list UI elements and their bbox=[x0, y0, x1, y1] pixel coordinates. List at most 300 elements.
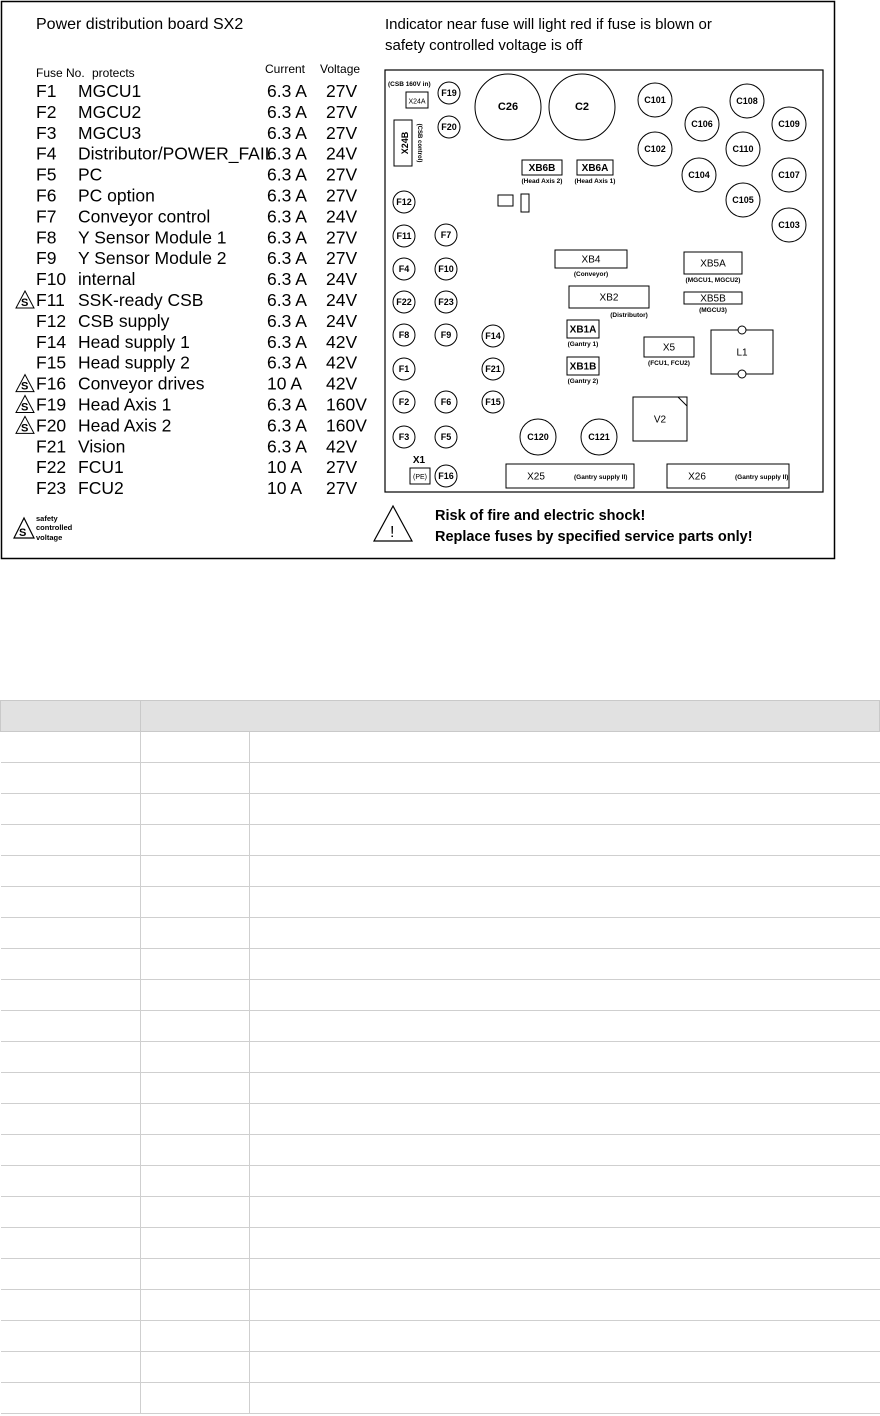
table-row bbox=[1, 1135, 880, 1166]
fuse-current: 10 A bbox=[267, 457, 303, 478]
table-header-cell bbox=[141, 701, 880, 732]
fuse-voltage: 24V bbox=[326, 310, 358, 331]
warning-line2: Replace fuses by specified service parts only! bbox=[435, 529, 753, 545]
table-cell bbox=[141, 1042, 250, 1073]
board-circle-label: C108 bbox=[736, 96, 758, 106]
inductor-pin bbox=[738, 326, 746, 334]
fuse-number: F3 bbox=[36, 122, 57, 143]
board-connector-label: XB6A bbox=[581, 163, 609, 174]
table-cell bbox=[1, 1321, 141, 1352]
board-circle-label: F14 bbox=[485, 331, 501, 341]
fuse-current: 10 A bbox=[267, 373, 303, 394]
board-connector bbox=[711, 330, 773, 374]
table-row bbox=[1, 1073, 880, 1104]
board-connector-sub: (Distributor) bbox=[610, 312, 648, 319]
fuse-current: 6.3 A bbox=[267, 290, 307, 310]
fuse-protects: SSK-ready CSB bbox=[78, 290, 204, 310]
board-connector-sub: (Gantry supply II) bbox=[735, 474, 789, 481]
table-cell bbox=[250, 856, 880, 887]
table-row bbox=[1, 887, 880, 918]
board-connector-sub: (Head Axis 2) bbox=[521, 178, 563, 185]
board-connector-label: V2 bbox=[653, 414, 667, 426]
board-connector bbox=[633, 397, 687, 441]
board-circle bbox=[685, 107, 719, 141]
safety-legend-line2: controlled bbox=[36, 523, 73, 532]
board-circle-label: C121 bbox=[588, 432, 610, 442]
board-circle bbox=[393, 358, 415, 380]
table-cell bbox=[1, 1290, 141, 1321]
table-cell bbox=[250, 794, 880, 825]
board-connector bbox=[644, 337, 694, 367]
table-cell bbox=[250, 1383, 880, 1414]
fuse-protects: MGCU1 bbox=[78, 81, 142, 101]
table-row bbox=[1, 1197, 880, 1228]
board-circle bbox=[482, 358, 504, 380]
table-cell bbox=[250, 732, 880, 763]
table-cell bbox=[1, 1011, 141, 1042]
board-circle bbox=[549, 74, 615, 140]
fuse-current: 6.3 A bbox=[267, 164, 307, 185]
fuse-voltage: 24V bbox=[326, 269, 358, 290]
table-cell bbox=[1, 1197, 141, 1228]
table-cell bbox=[250, 1197, 880, 1228]
board-connector-sub: (FCU1, FCU2) bbox=[648, 360, 690, 367]
table-row bbox=[1, 732, 880, 763]
table-cell bbox=[1, 1073, 141, 1104]
fuse-protects: Head Axis 1 bbox=[78, 394, 172, 415]
fuse-current: 6.3 A bbox=[267, 81, 307, 101]
board-circle-label: F9 bbox=[440, 330, 452, 340]
board-circle-label: F6 bbox=[440, 397, 452, 407]
board-connector-sub: (Conveyor) bbox=[573, 271, 609, 278]
board-circle bbox=[393, 324, 415, 346]
fuse-protects: Conveyor drives bbox=[78, 373, 205, 394]
table-cell bbox=[250, 1011, 880, 1042]
board-circle-label: F5 bbox=[440, 432, 452, 442]
table-cell bbox=[250, 825, 880, 856]
fuse-current: 6.3 A bbox=[267, 269, 307, 290]
safety-symbol: S bbox=[21, 380, 29, 393]
board-circle-label: F8 bbox=[398, 330, 410, 340]
pe-terminal bbox=[410, 468, 430, 484]
empty-table bbox=[0, 700, 880, 1414]
fuse-current: 6.3 A bbox=[267, 310, 307, 331]
fuse-voltage: 27V bbox=[326, 164, 358, 185]
board-connector-label: XB2 bbox=[599, 292, 619, 304]
table-cell bbox=[1, 763, 141, 794]
fuse-number: F2 bbox=[36, 101, 57, 122]
table-cell bbox=[141, 1011, 250, 1042]
table-cell bbox=[1, 887, 141, 918]
fuse-voltage: 24V bbox=[326, 206, 358, 227]
table-cell bbox=[141, 1135, 250, 1166]
board-connector-label: XB5B bbox=[700, 293, 726, 305]
board-circle-label: C103 bbox=[778, 220, 800, 230]
fuse-current: 6.3 A bbox=[267, 352, 307, 373]
table-row bbox=[1, 856, 880, 887]
board-circle-label: C107 bbox=[778, 170, 800, 180]
table-cell bbox=[1, 1259, 141, 1290]
table-header-row bbox=[1, 701, 880, 732]
fuse-voltage: 27V bbox=[326, 227, 358, 248]
table-cell bbox=[141, 980, 250, 1011]
board-circle bbox=[435, 224, 457, 246]
board-circle bbox=[482, 391, 504, 413]
fuse-voltage: 27V bbox=[326, 81, 358, 101]
board-circle-label: F3 bbox=[398, 432, 410, 442]
table-header-cell bbox=[1, 701, 141, 732]
board-circle bbox=[438, 116, 460, 138]
board-connector-label: XB1A bbox=[569, 324, 597, 336]
fuse-protects: Y Sensor Module 1 bbox=[78, 227, 227, 248]
fuse-number: F5 bbox=[36, 164, 57, 185]
board-connector bbox=[522, 160, 563, 185]
fuse-protects: Distributor/POWER_FAIL bbox=[78, 143, 275, 164]
board-connector bbox=[567, 320, 599, 348]
fuse-current: 6.3 A bbox=[267, 206, 307, 227]
table-cell bbox=[1, 794, 141, 825]
board-connector-label: XB1B bbox=[569, 361, 597, 373]
fuse-number: F10 bbox=[36, 269, 67, 290]
table-cell bbox=[141, 1197, 250, 1228]
table-row bbox=[1, 1042, 880, 1073]
board-title: Power distribution board SX2 bbox=[36, 16, 244, 33]
table-cell bbox=[250, 1290, 880, 1321]
fuse-number: F22 bbox=[36, 457, 67, 478]
fuse-number: F9 bbox=[36, 248, 57, 269]
table-cell bbox=[250, 1321, 880, 1352]
table-cell bbox=[250, 1166, 880, 1197]
indicator-note-line2: safety controlled voltage is off bbox=[385, 37, 583, 54]
board-circle-label: F21 bbox=[485, 364, 501, 374]
board-circle bbox=[726, 132, 760, 166]
board-circle-label: C2 bbox=[574, 101, 590, 113]
fuse-protects: Head Axis 2 bbox=[78, 415, 172, 436]
board-circle-label: C101 bbox=[644, 95, 666, 105]
table-cell bbox=[1, 825, 141, 856]
board-connector bbox=[506, 464, 634, 488]
table-cell bbox=[250, 1259, 880, 1290]
fuse-protects: Y Sensor Module 2 bbox=[78, 248, 227, 269]
board-connector bbox=[575, 160, 616, 185]
board-connector-sub: (Gantry 2) bbox=[567, 378, 599, 385]
fuse-voltage: 27V bbox=[326, 478, 358, 499]
board-circle-label: C26 bbox=[497, 101, 519, 113]
safety-symbol: S bbox=[21, 422, 29, 435]
indicator-note-line1: Indicator near fuse will light red if fuse is blown or bbox=[385, 16, 712, 33]
warning-exclamation: ! bbox=[390, 524, 395, 541]
board-connector-sub: (MGCU1, MGCU2) bbox=[685, 277, 741, 284]
x24b-label: X24B bbox=[400, 131, 410, 155]
fuse-protects: MGCU3 bbox=[78, 122, 142, 143]
table-cell bbox=[250, 980, 880, 1011]
fuse-number: F1 bbox=[36, 81, 57, 101]
board-circle bbox=[393, 258, 415, 280]
board-circle bbox=[475, 74, 541, 140]
fuse-protects: internal bbox=[78, 269, 136, 290]
table-cell bbox=[250, 1228, 880, 1259]
table-cell bbox=[1, 949, 141, 980]
board-circle bbox=[435, 258, 457, 280]
fuse-number: F15 bbox=[36, 352, 67, 373]
board-circle-label: F1 bbox=[398, 364, 410, 374]
board-circle bbox=[435, 465, 457, 487]
table-cell bbox=[141, 763, 250, 794]
fuse-current: 6.3 A bbox=[267, 436, 307, 457]
csb-label: (CSB 160V in) bbox=[388, 81, 431, 88]
table-row bbox=[1, 918, 880, 949]
table-cell bbox=[141, 887, 250, 918]
board-circle bbox=[638, 132, 672, 166]
table-cell bbox=[1, 1228, 141, 1259]
fuse-current: 6.3 A bbox=[267, 415, 307, 436]
board-circle bbox=[482, 325, 504, 347]
fuse-protects: CSB supply bbox=[78, 310, 170, 331]
pe-label: (PE) bbox=[413, 474, 427, 481]
fuse-protects: Vision bbox=[78, 436, 126, 457]
fuse-number: F16 bbox=[36, 373, 67, 394]
board-circle-label: F12 bbox=[396, 197, 412, 207]
table-row bbox=[1, 763, 880, 794]
header-protects: protects bbox=[92, 66, 135, 80]
table-cell bbox=[1, 980, 141, 1011]
safety-symbol: S bbox=[21, 297, 29, 309]
board-connector-sub: (Head Axis 1) bbox=[574, 178, 616, 185]
inductor-pin bbox=[738, 370, 746, 378]
table-cell bbox=[141, 794, 250, 825]
board-connector-sub: (MGCU3) bbox=[699, 307, 727, 314]
x24b-sub: (CSB control) bbox=[416, 123, 422, 163]
fuse-number: F19 bbox=[36, 394, 67, 415]
fuse-current: 6.3 A bbox=[267, 143, 307, 164]
board-circle bbox=[435, 426, 457, 448]
fuse-voltage: 27V bbox=[326, 457, 358, 478]
safety-symbol: S bbox=[21, 401, 29, 414]
fuse-voltage: 42V bbox=[326, 436, 358, 457]
board-circle-label: F2 bbox=[398, 397, 410, 407]
table-cell bbox=[141, 1073, 250, 1104]
fuse-number: F12 bbox=[36, 310, 67, 331]
board-connector-sub: (Gantry supply II) bbox=[574, 474, 628, 481]
board-circle bbox=[638, 83, 672, 117]
board-connector bbox=[684, 252, 742, 284]
board-circle bbox=[393, 225, 415, 247]
board-connector bbox=[667, 464, 789, 488]
table-row bbox=[1, 794, 880, 825]
fuse-protects: PC option bbox=[78, 185, 155, 206]
x1-label: X1 bbox=[412, 455, 426, 466]
table-cell bbox=[141, 1352, 250, 1383]
fuse-voltage: 24V bbox=[326, 143, 358, 164]
x24b-connector bbox=[394, 120, 422, 166]
board-connector-sub: (Gantry 1) bbox=[567, 341, 599, 348]
table-cell bbox=[250, 949, 880, 980]
table-row bbox=[1, 1290, 880, 1321]
table-cell bbox=[141, 1166, 250, 1197]
fuse-protects: Conveyor control bbox=[78, 206, 211, 227]
fuse-protects: PC bbox=[78, 164, 103, 185]
table-cell bbox=[141, 1383, 250, 1414]
fuse-voltage: 27V bbox=[326, 101, 358, 122]
fuse-protects: FCU1 bbox=[78, 457, 124, 478]
board-connector-label: XB6B bbox=[528, 163, 556, 174]
table-row bbox=[1, 1321, 880, 1352]
safety-legend-line3: voltage bbox=[36, 533, 63, 542]
board-connector-label: XB5A bbox=[700, 258, 726, 270]
fuse-protects: MGCU2 bbox=[78, 101, 142, 122]
board-circle-label: F20 bbox=[441, 122, 457, 132]
board-connector-label: L1 bbox=[736, 347, 748, 359]
fuse-current: 6.3 A bbox=[267, 122, 307, 143]
table-cell bbox=[141, 856, 250, 887]
fuse-voltage: 27V bbox=[326, 185, 358, 206]
board-circle bbox=[520, 419, 556, 455]
table-row bbox=[1, 825, 880, 856]
fuse-current: 6.3 A bbox=[267, 248, 307, 269]
board-circle bbox=[772, 107, 806, 141]
fuse-protects: Head supply 1 bbox=[78, 331, 190, 352]
board-connector-label: X5 bbox=[662, 342, 676, 354]
fuse-number: F7 bbox=[36, 206, 57, 227]
board-circle-label: F15 bbox=[485, 397, 501, 407]
table-cell bbox=[141, 1104, 250, 1135]
board-connector-label: X25 bbox=[527, 471, 545, 483]
board-connector bbox=[406, 92, 428, 108]
fuse-voltage: 42V bbox=[326, 352, 358, 373]
table-cell bbox=[250, 1042, 880, 1073]
board-circle-label: F22 bbox=[396, 297, 412, 307]
table-cell bbox=[250, 763, 880, 794]
board-connector-label: X24A bbox=[408, 98, 426, 106]
board-circle bbox=[393, 191, 415, 213]
fuse-number: F8 bbox=[36, 227, 57, 248]
board-circle bbox=[730, 84, 764, 118]
table-cell bbox=[250, 1073, 880, 1104]
table-cell bbox=[1, 1104, 141, 1135]
table-cell bbox=[141, 732, 250, 763]
board-circle-label: C105 bbox=[732, 195, 754, 205]
board-circle-label: F10 bbox=[438, 264, 454, 274]
board-connector-label: XB4 bbox=[581, 254, 601, 266]
table-cell bbox=[141, 1259, 250, 1290]
header-fuse-no: Fuse No. bbox=[36, 66, 85, 80]
table-cell bbox=[141, 825, 250, 856]
fuse-voltage: 27V bbox=[326, 122, 358, 143]
board-circle bbox=[393, 391, 415, 413]
board-circle bbox=[435, 291, 457, 313]
table-cell bbox=[250, 887, 880, 918]
board-circle bbox=[435, 324, 457, 346]
board-circle-label: F7 bbox=[440, 230, 452, 240]
table-cell bbox=[1, 1042, 141, 1073]
warning-line1: Risk of fire and electric shock! bbox=[435, 508, 646, 524]
table-cell bbox=[1, 856, 141, 887]
table-row bbox=[1, 1228, 880, 1259]
board-circle bbox=[438, 82, 460, 104]
board-circle bbox=[393, 426, 415, 448]
table-row bbox=[1, 949, 880, 980]
table-cell bbox=[1, 1352, 141, 1383]
board-circle-label: C106 bbox=[691, 119, 713, 129]
power-distribution-diagram bbox=[0, 0, 880, 600]
board-circle-label: F23 bbox=[438, 297, 454, 307]
fuse-number: F11 bbox=[36, 290, 65, 310]
board-circle-label: F4 bbox=[398, 264, 410, 274]
board-circle bbox=[772, 158, 806, 192]
table-cell bbox=[141, 1228, 250, 1259]
board-circle-label: F11 bbox=[396, 231, 412, 241]
table-cell bbox=[141, 949, 250, 980]
table-row bbox=[1, 1011, 880, 1042]
table-cell bbox=[1, 1166, 141, 1197]
table-cell bbox=[250, 1104, 880, 1135]
board-circle-label: F19 bbox=[441, 88, 457, 98]
table-cell bbox=[141, 918, 250, 949]
fuse-current: 6.3 A bbox=[267, 227, 307, 248]
board-circle-label: C109 bbox=[778, 119, 800, 129]
safety-legend-line1: safety bbox=[36, 514, 58, 523]
indicator-box bbox=[521, 194, 529, 212]
fuse-voltage: 42V bbox=[326, 331, 358, 352]
table-row bbox=[1, 1383, 880, 1414]
board-connector-label: X26 bbox=[688, 471, 706, 483]
header-voltage: Voltage bbox=[320, 62, 361, 76]
fuse-current: 6.3 A bbox=[267, 331, 307, 352]
safety-symbol: S bbox=[19, 527, 27, 539]
board-circle bbox=[772, 208, 806, 242]
table-cell bbox=[250, 1352, 880, 1383]
board-circle-label: C110 bbox=[732, 144, 754, 154]
board-circle bbox=[682, 158, 716, 192]
fuse-number: F23 bbox=[36, 478, 67, 499]
table-cell bbox=[141, 1290, 250, 1321]
table-row bbox=[1, 1259, 880, 1290]
table-cell bbox=[1, 1383, 141, 1414]
fuse-voltage: 160V bbox=[326, 415, 367, 436]
fuse-protects: FCU2 bbox=[78, 478, 124, 499]
fuse-voltage: 27V bbox=[326, 248, 358, 269]
board-circle-label: C102 bbox=[644, 144, 666, 154]
indicator-box bbox=[498, 195, 513, 206]
table-cell bbox=[1, 1135, 141, 1166]
board-circle-label: C104 bbox=[688, 170, 710, 180]
table-cell bbox=[1, 918, 141, 949]
fuse-voltage: 160V bbox=[326, 394, 367, 415]
fuse-number: F21 bbox=[36, 436, 67, 457]
fuse-voltage: 24V bbox=[326, 290, 358, 310]
table-row bbox=[1, 1166, 880, 1197]
board-circle-label: C120 bbox=[527, 432, 549, 442]
table-cell bbox=[250, 918, 880, 949]
fuse-number: F4 bbox=[36, 143, 57, 164]
fuse-number: F20 bbox=[36, 415, 67, 436]
board-circle-label: F16 bbox=[438, 471, 454, 481]
fuse-current: 6.3 A bbox=[267, 394, 307, 415]
fuse-number: F14 bbox=[36, 331, 67, 352]
table-cell bbox=[141, 1321, 250, 1352]
table-row bbox=[1, 980, 880, 1011]
header-current: Current bbox=[265, 62, 306, 76]
table-row bbox=[1, 1352, 880, 1383]
fuse-current: 6.3 A bbox=[267, 101, 307, 122]
board-circle bbox=[435, 391, 457, 413]
fuse-current: 10 A bbox=[267, 478, 303, 499]
fuse-number: F6 bbox=[36, 185, 57, 206]
board-circle bbox=[726, 183, 760, 217]
table-cell bbox=[250, 1135, 880, 1166]
board-circle bbox=[393, 291, 415, 313]
fuse-voltage: 42V bbox=[326, 373, 358, 394]
